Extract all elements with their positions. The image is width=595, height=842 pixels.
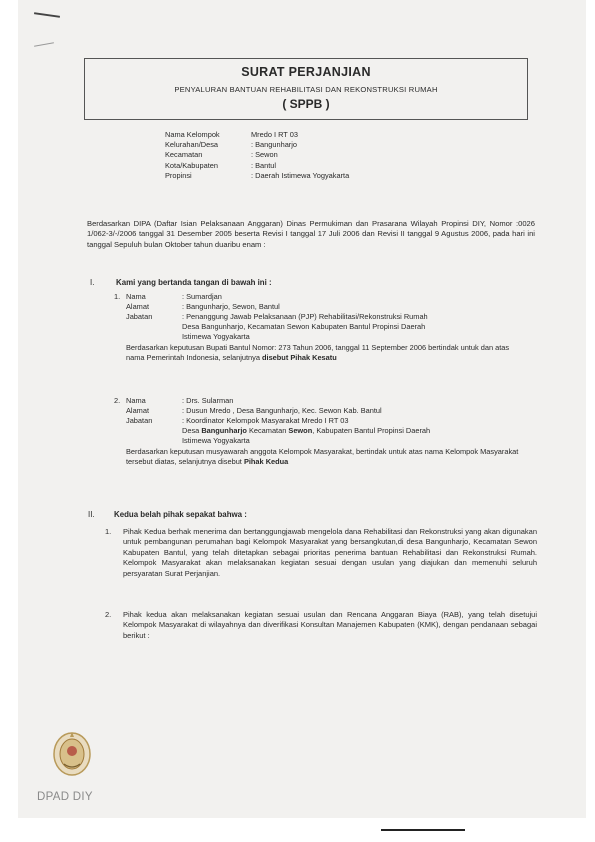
info-label: Kelurahan/Desa [165, 140, 219, 150]
party-number: 2. [114, 396, 121, 405]
watermark-text: DPAD DIY [37, 791, 93, 803]
party-label: Jabatan [126, 312, 153, 321]
item-number: 2. [105, 610, 112, 619]
dpad-seal-icon [50, 728, 94, 778]
party-label: Jabatan [126, 416, 153, 425]
info-value: Mredo I RT 03 [251, 130, 298, 139]
party-value: : Dusun Mredo , Desa Bangunharjo, Kec. Sewon Kab. Bantul [182, 406, 382, 415]
agreement-item [105, 527, 537, 579]
party-note [114, 343, 524, 363]
item-number: 1. [105, 527, 112, 536]
party-value: : Penanggung Jawab Pelaksanaan (PJP) Rehabilitasi/Rekonstruksi Rumah [182, 312, 428, 321]
info-row [165, 130, 349, 140]
info-row [165, 171, 349, 181]
party-number: 1. [114, 292, 121, 301]
info-value: : Sewon [251, 150, 278, 160]
party-note [114, 447, 524, 467]
group-info [165, 130, 349, 181]
intro-paragraph: Berdasarkan DIPA (Daftar Isian Pelaksanaan Anggaran) Dinas Permukiman dan Prasarana Wilayah Propinsi DIY, Nomor :0026 1/062-3/-/2006 tanggal 31 Desember 2005 beserta Revisi I tanggal 17 Juli 2006 dan Revisi II tanggal 9 Agustus 2006, pada hari ini tanggal Sepuluh bulan Oktober tahun duaribu enam : [87, 219, 535, 249]
party-note-text: Berdasarkan keputusan Bupati Bantul Nomor: 273 Tahun 2006, tanggal 11 September 2006 bertindak untuk dan atas nama Pemerintah Indonesia, selanjutnya [126, 343, 510, 362]
info-row [165, 161, 349, 171]
section-title: Kami yang bertanda tangan di bawah ini : [116, 278, 272, 287]
info-label: Propinsi [165, 170, 192, 180]
party-value: : Koordinator Kelompok Masyarakat Mredo I RT 03 [182, 416, 349, 425]
section-number: I. [90, 278, 95, 287]
party-first [114, 292, 534, 363]
party-value: : Sumardjan [182, 292, 222, 301]
party-label: Nama [126, 292, 146, 301]
info-value: : Bantul [251, 160, 277, 170]
party-label: Alamat [126, 406, 150, 415]
section-title: Kedua belah pihak sepakat bahwa : [114, 510, 247, 519]
item-text: Pihak kedua akan melaksanakan kegiatan sesuai usulan dan Rencana Anggaran Biaya (RAB), yang telah disetujui Kelompok Masyarakat di wilayahnya dan diverifikasi Konsultan Manajemen Kabupaten (KMK), dengan pendanaan sebagai berikut : [123, 610, 537, 640]
section-number: II. [88, 510, 95, 519]
party-note-text: Berdasarkan keputusan musyawarah anggota Kelompok Masyarakat, bertindak untuk atas nama Kelompok Masyarakat tersebut diatas, selanjutnya disebut [126, 447, 519, 466]
party-role: disebut Pihak Kesatu [262, 353, 337, 362]
info-label: Kecamatan [165, 150, 203, 160]
info-label: Kota/Kabupaten [165, 160, 219, 170]
section-heading [90, 278, 272, 287]
party-row [114, 416, 538, 426]
jabatan-continued: Desa Bangunharjo, Kecamatan Sewon Kabupaten Bantul Propinsi Daerah [182, 322, 426, 331]
info-value: : Bangunharjo [251, 140, 298, 150]
document-title: SURAT PERJANJIAN [241, 65, 371, 79]
section-heading [88, 510, 247, 519]
party-label: Alamat [126, 302, 150, 311]
document-code: ( SPPB ) [282, 97, 330, 111]
info-label: Nama Kelompok [165, 130, 220, 139]
info-row [165, 150, 349, 160]
party-row [114, 292, 534, 302]
party-row [114, 302, 534, 312]
item-text: Pihak Kedua berhak menerima dan bertanggungjawab mengelola dana Rehabilitasi dan Rekonstruksi yang akan digunakan untuk pembangunan perumahan bagi Kelompok Masyarakat yang bersangkutan,di desa Bangunharjo, Kecamatan Sewon Kabupaten Bantul, yang telah ditetapkan sebagai prioritas penerima bantuan Rehabilitasi dan Rekonstruksi Rumah. Kelompok Masyarakat akan melaksanakan kegiatan sesuai dengan usulan yang diajukan dan memenuhi seluruh persyaratan Surat Perjanjian. [123, 527, 537, 578]
title-box [84, 58, 528, 120]
bottom-rule [381, 829, 465, 831]
party-row [114, 312, 534, 322]
party-second [114, 396, 538, 467]
party-label: Nama [126, 396, 146, 405]
info-row [165, 140, 349, 150]
agreement-item [105, 610, 537, 641]
party-role: Pihak Kedua [243, 457, 289, 466]
jabatan-continued: Desa Bangunharjo Kecamatan Sewon, Kabupaten Bantul Propinsi Daerah [182, 426, 431, 435]
party-row [114, 396, 538, 406]
document-subtitle: PENYALURAN BANTUAN REHABILITASI DAN REKONSTRUKSI RUMAH [174, 85, 438, 94]
party-row [114, 406, 538, 416]
party-value: : Bangunharjo, Sewon, Bantul [182, 302, 280, 311]
info-value: : Daerah Istimewa Yogyakarta [251, 170, 350, 180]
party-value: : Drs. Sularman [182, 396, 234, 405]
jabatan-continued: Istimewa Yogyakarta [182, 332, 250, 341]
jabatan-continued: Istimewa Yogyakarta [182, 436, 250, 445]
